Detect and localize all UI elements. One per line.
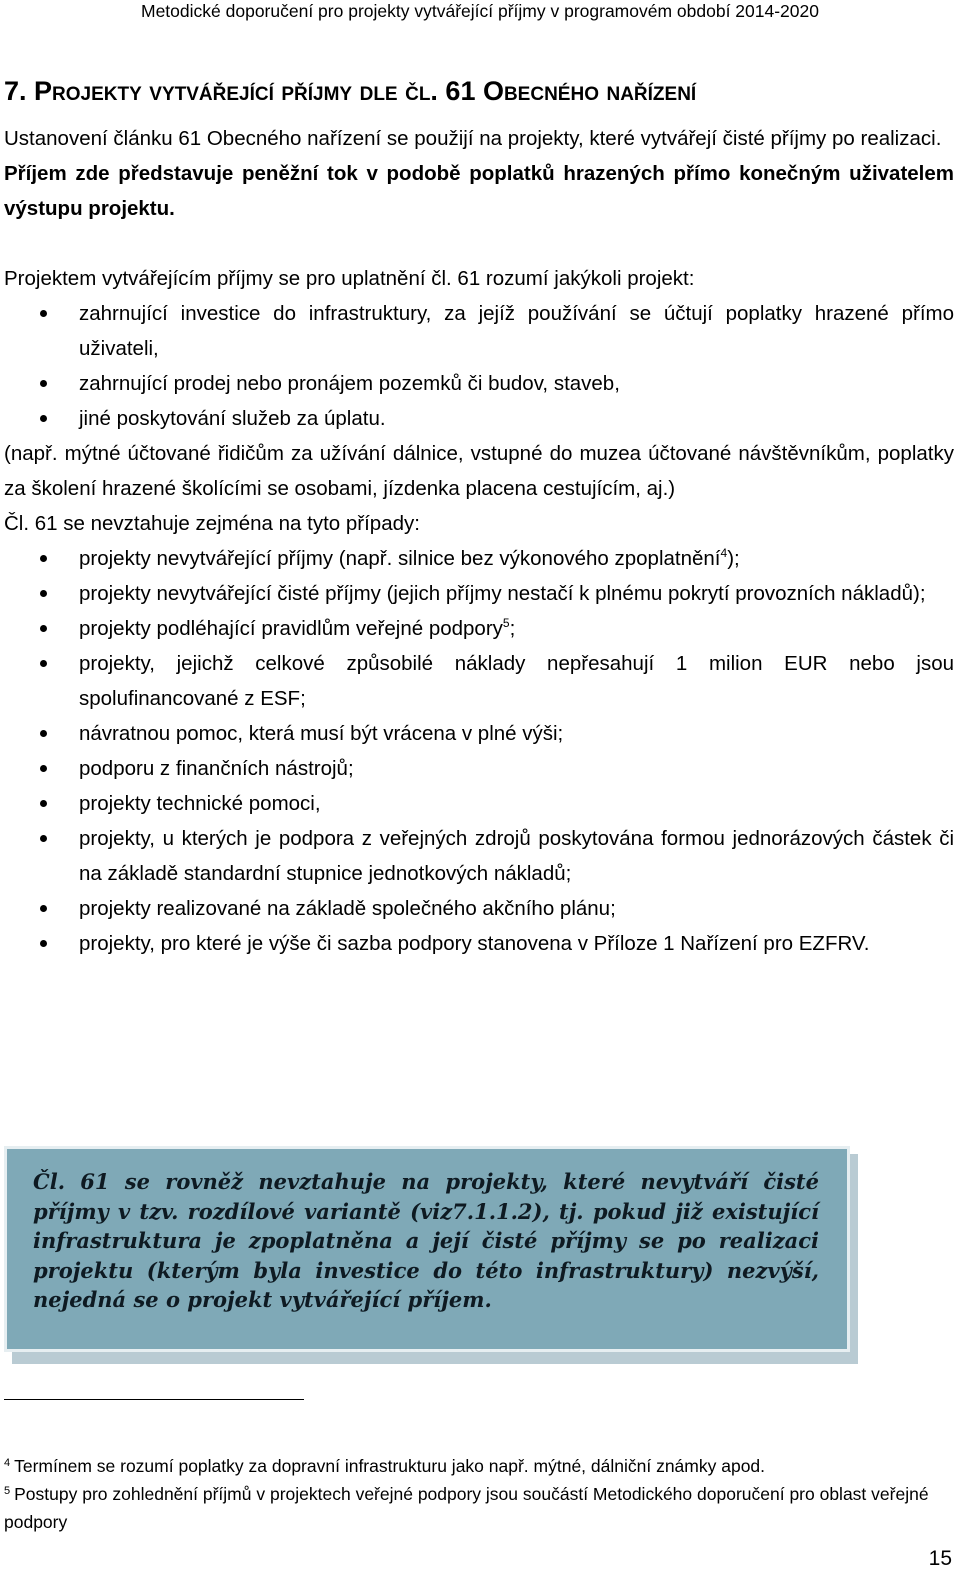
list-item-text: projekty nevytvářející čisté příjmy (jejich příjmy nestačí k plnému pokrytí provozních nákladů); <box>79 582 926 605</box>
footnotes <box>4 1452 954 1536</box>
intro-paragraph: Ustanovení článku 61 Obecného nařízení se použijí na projekty, které vytvářejí čisté příjmy po realizaci. <box>4 127 942 150</box>
bullet-icon <box>40 380 47 387</box>
list-item-text: podporu z finančních nástrojů; <box>79 757 354 780</box>
list-item <box>4 576 954 611</box>
list-item <box>4 611 954 646</box>
list-item-text: projekty nevytvářející příjmy (např. silnice bez výkonového zpoplatnění <box>79 547 721 570</box>
running-header: Metodické doporučení pro projekty vytvářející příjmy v programovém období 2014-2020 <box>141 1 819 21</box>
bullet-icon <box>40 555 47 562</box>
callout-panel <box>4 1146 850 1352</box>
list-item-text: jiné poskytování služeb za úplatu. <box>79 407 386 430</box>
list-item <box>4 646 954 716</box>
callout-box <box>4 1146 858 1364</box>
list-item <box>4 926 954 961</box>
callout-text: Čl. 61 se rovněž nevztahuje na projekty, které nevytváří čisté příjmy v tzv. rozdílové variantě (viz7.1.1.2), tj. pokud již existující infrastruktura je zpoplatněna a její čisté příjmy se po realizaci projektu (kterým byla investice do této infrastruktury) nezvýší, nejedná se o projekt vytvářející příjem. <box>33 1169 819 1312</box>
list-item-text: projekty technické pomoci, <box>79 792 321 815</box>
list-item-text: projekty, pro které je výše či sazba podpory stanovena v Příloze 1 Nařízení pro EZFRV. <box>79 932 870 955</box>
projects-list <box>4 296 954 436</box>
footnote-ref[interactable]: 4 <box>720 546 728 560</box>
list-item-text: zahrnující prodej nebo pronájem pozemků či budov, staveb, <box>79 372 620 395</box>
list-item-text: projekty podléhající pravidlům veřejné podpory <box>79 617 503 640</box>
projects-lead: Projektem vytvářejícím příjmy se pro uplatnění čl. 61 rozumí jakýkoli projekt: <box>4 267 695 290</box>
footnote-text: Termínem se rozumí poplatky za dopravní infrastrukturu jako např. mýtné, dálniční známky apod. <box>14 1456 766 1476</box>
examples-paragraph: (např. mýtné účtované řidičům za užívání dálnice, vstupné do muzea účtované návštěvníkům, poplatky za školení hrazené školícími se osobami, jízdenka placena cestujícím, aj.) <box>4 442 954 500</box>
footnote-ref[interactable]: 5 <box>502 616 510 630</box>
list-item-tail: ; <box>509 617 516 640</box>
list-item-text: zahrnující investice do infrastruktury, za jejíž používání se účtují poplatky hrazené přímo uživateli, <box>79 302 954 360</box>
footnote <box>4 1480 954 1536</box>
income-definition: Příjem zde představuje peněžní tok v podobě poplatků hrazených přímo konečným uživatelem výstupu projektu. <box>4 162 954 220</box>
list-item <box>4 401 954 436</box>
bullet-icon <box>40 835 47 842</box>
list-item <box>4 751 954 786</box>
list-item-text: návratnou pomoc, která musí být vrácena v plné výši; <box>79 722 564 745</box>
bullet-icon <box>40 660 47 667</box>
bullet-icon <box>40 730 47 737</box>
footnote <box>4 1452 954 1480</box>
bullet-icon <box>40 905 47 912</box>
footnote-number: 4 <box>4 1457 11 1469</box>
bullet-icon <box>40 310 47 317</box>
bullet-icon <box>40 940 47 947</box>
list-item <box>4 821 954 891</box>
bullet-icon <box>40 800 47 807</box>
footnote-number: 5 <box>4 1485 11 1497</box>
main-content <box>4 121 954 961</box>
exclusions-lead: Čl. 61 se nevztahuje zejména na tyto případy: <box>4 512 420 535</box>
list-item <box>4 891 954 926</box>
list-item <box>4 716 954 751</box>
list-item <box>4 541 954 576</box>
footnote-separator <box>4 1399 304 1400</box>
list-item <box>4 296 954 366</box>
bullet-icon <box>40 765 47 772</box>
page-number: 15 <box>928 1547 952 1570</box>
footnote-text: Postupy pro zohlednění příjmů v projektech veřejné podpory jsou součástí Metodického doporučení pro oblast veřejné podpory <box>4 1484 929 1532</box>
bullet-icon <box>40 625 47 632</box>
bullet-icon <box>40 415 47 422</box>
bullet-icon <box>40 590 47 597</box>
list-item <box>4 366 954 401</box>
chapter-title: 7. Projekty vytvářející příjmy dle čl. 61 Obecného nařízení <box>4 76 697 106</box>
list-item-tail: ); <box>727 547 740 570</box>
spacer <box>4 226 954 261</box>
exclusions-list <box>4 541 954 961</box>
list-item-text: projekty, u kterých je podpora z veřejných zdrojů poskytována formou jednorázových částek či na základě standardní stupnice jednotkových nákladů; <box>79 827 954 885</box>
list-item <box>4 786 954 821</box>
list-item-text: projekty, jejichž celkové způsobilé náklady nepřesahují 1 milion EUR nebo jsou spolufinancované z ESF; <box>79 652 954 710</box>
list-item-text: projekty realizované na základě společného akčního plánu; <box>79 897 616 920</box>
